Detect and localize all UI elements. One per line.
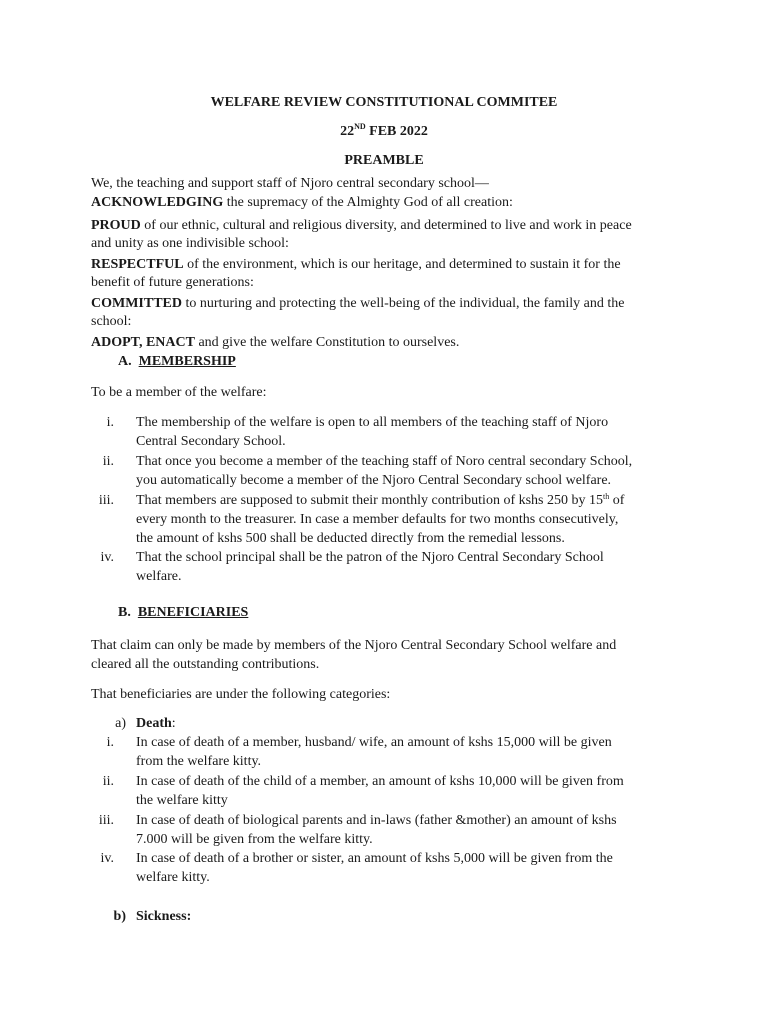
list-number: iv.: [100, 851, 114, 866]
document-title: WELFARE REVIEW CONSTITUTIONAL COMMITEE: [210, 95, 558, 110]
list-item-line: In case of death of a brother or sister, an amount of kshs 5,000 will be given from the: [136, 851, 613, 866]
keyword-respectful: RESPECTFUL: [91, 257, 184, 272]
date-suffix: ND: [354, 122, 366, 131]
keyword-committed: COMMITTED: [91, 296, 182, 311]
subsection-heading-death: [136, 714, 676, 733]
list-item: [136, 811, 676, 849]
keyword-acknowledging: ACKNOWLEDGING: [91, 195, 224, 210]
list-item: [136, 733, 676, 771]
section-heading-membership: [118, 354, 236, 370]
list-item-line: In case of death of a member, husband/ wife, an amount of kshs 15,000 will be given: [136, 735, 612, 750]
list-item-line: 7.000 will be given from the welfare kitty.: [136, 832, 373, 847]
list-item-line: That once you become a member of the teaching staff of Noro central secondary School,: [136, 454, 633, 469]
line-part: That members are supposed to submit their monthly contribution of kshs 250 by 15: [136, 493, 603, 508]
preamble-adopt: [91, 333, 459, 352]
list-item-line: In case of death of the child of a member, an amount of kshs 10,000 will be given from: [136, 774, 624, 789]
subsection-letter-b: b): [113, 909, 126, 924]
line-part: of: [609, 493, 625, 508]
keyword-proud: PROUD: [91, 218, 141, 233]
keyword-adopt-enact: ADOPT, ENACT: [91, 335, 195, 350]
list-item: [136, 772, 676, 810]
section-letter-b: B.: [118, 605, 131, 620]
list-number: iii.: [98, 813, 114, 828]
adopt-text: and give the welfare Constitution to ourselves.: [194, 335, 460, 350]
acknowledging-text: the supremacy of the Almighty God of all creation:: [223, 195, 513, 210]
beneficiaries-para-2: That beneficiaries are under the following categories:: [91, 687, 391, 702]
death-colon: :: [171, 716, 176, 731]
list-item: [136, 849, 676, 887]
proud-text-1: of our ethnic, cultural and religious diversity, and determined to live and work in peace: [140, 218, 632, 233]
ordinal-suffix: th: [603, 492, 610, 501]
list-number: iv.: [100, 550, 114, 565]
subsection-heading-sickness: Sickness:: [136, 909, 192, 924]
list-item: [136, 491, 676, 548]
list-item-line: the welfare kitty: [136, 793, 228, 808]
list-item-line: you automatically become a member of the Njoro Central Secondary school welfare.: [136, 473, 612, 488]
list-item-line: the amount of kshs 500 shall be deducted directly from the remedial lessons.: [136, 531, 565, 546]
list-item-line: The membership of the welfare is open to all members of the teaching staff of Njoro: [136, 415, 609, 430]
list-item: [136, 452, 676, 490]
respectful-text-2: benefit of future generations:: [91, 275, 254, 290]
preamble-acknowledging: [91, 193, 513, 212]
committed-text-2: school:: [91, 314, 132, 329]
list-item-line: Central Secondary School.: [136, 434, 286, 449]
date-rest: FEB 2022: [365, 124, 428, 139]
preamble-committed: [91, 294, 624, 313]
list-number: i.: [106, 735, 114, 750]
membership-intro: To be a member of the welfare:: [91, 385, 267, 400]
preamble-heading: PREAMBLE: [344, 153, 424, 168]
beneficiaries-heading: BENEFICIARIES: [137, 605, 249, 620]
beneficiaries-para-1-line-2: cleared all the outstanding contributions.: [91, 657, 320, 672]
respectful-text-1: of the environment, which is our heritage, and determined to sustain it for the: [183, 257, 621, 272]
date-day: 22: [340, 124, 355, 139]
list-number: ii.: [102, 454, 114, 469]
proud-text-2: and unity as one indivisible school:: [91, 236, 289, 251]
section-letter-a: A.: [118, 354, 132, 369]
preamble-respectful: [91, 255, 621, 274]
membership-heading: MEMBERSHIP: [138, 354, 236, 369]
list-item: [136, 548, 676, 586]
preamble-intro: We, the teaching and support staff of Njoro central secondary school—: [91, 176, 489, 191]
list-item-line: welfare.: [136, 569, 182, 584]
section-heading-beneficiaries: [118, 605, 248, 621]
list-item: [136, 413, 676, 451]
subsection-letter-a: a): [115, 716, 126, 731]
list-item-line: from the welfare kitty.: [136, 754, 262, 769]
list-item-line: In case of death of biological parents and in-laws (father &mother) an amount of kshs: [136, 813, 617, 828]
preamble-proud: [91, 216, 632, 235]
beneficiaries-para-1-line-1: That claim can only be made by members of the Njoro Central Secondary School welfare and: [91, 638, 617, 653]
list-item-line: welfare kitty.: [136, 870, 210, 885]
list-number: ii.: [102, 774, 114, 789]
document-date: [0, 124, 768, 140]
list-number: iii.: [98, 493, 114, 508]
death-label: Death: [136, 716, 172, 731]
list-item-line: every month to the treasurer. In case a member defaults for two months consecutively,: [136, 512, 619, 527]
list-item-line: [136, 491, 676, 510]
list-item-line: That the school principal shall be the patron of the Njoro Central Secondary School: [136, 550, 604, 565]
committed-text-1: to nurturing and protecting the well-being of the individual, the family and the: [182, 296, 625, 311]
list-number: i.: [106, 415, 114, 430]
